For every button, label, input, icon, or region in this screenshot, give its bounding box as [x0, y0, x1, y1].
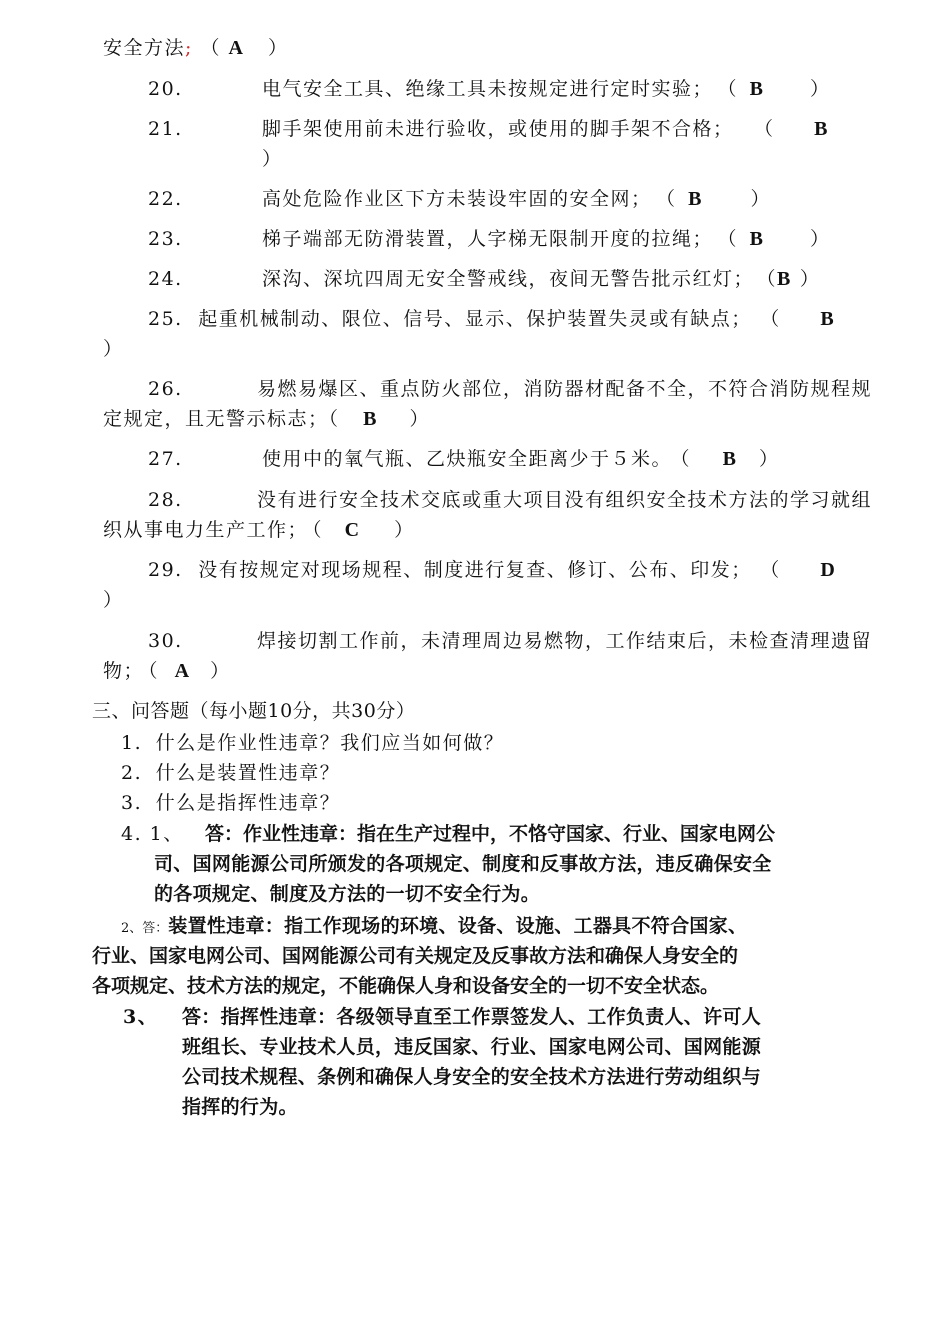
question-28-line1 — [148, 488, 872, 512]
question-num: 26. — [148, 378, 183, 400]
answer-letter: B — [820, 308, 836, 330]
paren-open: （ — [763, 118, 775, 140]
question-20-num: 20. — [148, 78, 183, 100]
continuation-semicolon: ; — [185, 37, 193, 59]
question-24-num: 24. — [148, 268, 183, 290]
question-27-num: 27. — [148, 448, 183, 470]
answer-text: 装置性违章：指工作现场的环境、设备、设施、工器具不符合国家、 — [168, 915, 748, 937]
item-num: 2. — [121, 762, 143, 784]
question-text: 定规定，且无警示标志； — [103, 408, 329, 430]
answer-3-prefix: 3、 — [123, 1006, 159, 1028]
qa-item-3 — [121, 791, 340, 815]
question-text: 深沟、深坑四周无安全警戒线，夜间无警告批示红灯； — [262, 268, 755, 290]
question-23-num: 23. — [148, 228, 183, 250]
question-num: 30. — [148, 630, 183, 652]
question-27-text — [262, 447, 779, 471]
question-text: 焊接切割工作前，未清理周边易燃物，工作结束后，未检查清理遗留 — [256, 630, 872, 652]
answer-letter: B — [777, 268, 792, 290]
question-text: 电气安全工具、绝缘工具未按规定进行定时实验； — [262, 78, 714, 100]
answer-letter: B — [749, 228, 765, 250]
continuation-line — [103, 36, 289, 60]
answer-letter: B — [814, 118, 829, 140]
item-num: 3. — [121, 792, 143, 814]
question-text: 没有进行安全技术交底或重大项目没有组织安全技术方法的学习就组 — [256, 489, 872, 511]
question-21-text — [262, 117, 829, 141]
answer-1-prefix: 4. 1、 — [121, 823, 184, 845]
paren-open: （ — [665, 188, 677, 210]
paren-open: （ — [727, 78, 739, 100]
question-25 — [148, 307, 835, 331]
answer-text: 答：作业性违章：指在生产过程中，不恪守国家、行业、国家电网公 — [205, 823, 776, 845]
paren-close: ） — [262, 148, 283, 170]
question-30-line1 — [148, 629, 872, 653]
answer-letter: B — [722, 448, 738, 470]
answer-2 — [121, 914, 747, 941]
question-30-line2 — [103, 659, 231, 683]
answer-letter: A — [174, 660, 191, 682]
question-21-num: 21. — [148, 118, 183, 140]
paren-close: ） — [103, 589, 124, 611]
answer-3-line2: 班组长、专业技术人员，违反国家、行业、国家电网公司、国网能源 — [182, 1036, 762, 1058]
question-text: 易燃易爆区、重点防火部位，消防器材配备不全，不符合消防规程规 — [256, 378, 872, 400]
paren-close: ） — [809, 228, 831, 250]
question-num: 28. — [148, 489, 183, 511]
item-text: 什么是指挥性违章？ — [155, 792, 341, 814]
answer-letter: B — [688, 188, 703, 210]
paren-open: （ — [200, 37, 221, 59]
answer-1-line2: 司、国网能源公司所颁发的各项规定、制度和反事故方法，违反确保安全 — [154, 853, 772, 875]
section-heading: 三、问答题（每小题10分，共30分） — [92, 700, 416, 722]
question-text: 梯子端部无防滑装置，人字梯无限制开度的拉绳； — [262, 228, 714, 250]
question-text: 起重机械制动、限位、信号、显示、保护装置失灵或有缺点； — [198, 308, 752, 330]
answer-1-line3: 的各项规定、制度及方法的一切不安全行为。 — [154, 883, 541, 905]
question-23-text — [262, 227, 830, 251]
qa-item-2 — [121, 761, 340, 785]
answer-letter: B — [363, 408, 378, 430]
paren-close: ） — [268, 37, 289, 59]
paren-open: （ — [769, 308, 781, 330]
paren-close: ） — [394, 519, 415, 541]
answer-2-line3: 各项规定、技术方法的规定，不能确保人身和设备安全的一切不安全状态。 — [92, 975, 720, 997]
answer-letter: A — [228, 37, 245, 59]
paren-open: （ — [148, 660, 160, 682]
question-text: 物； — [103, 660, 145, 682]
question-num: 25. — [148, 308, 183, 330]
answer-3-line3: 公司技术规程、条例和确保人身安全的安全技术方法进行劳动组织与 — [182, 1066, 762, 1088]
paren-open: （ — [766, 268, 778, 290]
answer-letter: B — [749, 78, 765, 100]
answer-prefix: 2、答： — [121, 921, 169, 936]
question-text: 没有按规定对现场规程、制度进行复查、修订、公布、印发； — [198, 559, 752, 581]
question-26-line1 — [148, 377, 872, 401]
question-text: 脚手架使用前未进行验收，或使用的脚手架不合格； — [262, 118, 734, 140]
paren-close: ） — [210, 660, 231, 682]
paren-open: （ — [769, 559, 781, 581]
item-text: 什么是装置性违章？ — [155, 762, 341, 784]
paren-close: ） — [103, 338, 124, 360]
question-text: 织从事电力生产工作； — [103, 519, 309, 541]
answer-letter: D — [820, 559, 837, 581]
question-text: 高处危险作业区下方未装设牢固的安全网； — [262, 188, 652, 210]
answer-letter: C — [344, 519, 361, 541]
item-text: 什么是作业性违章？我们应当如何做？ — [155, 732, 505, 754]
paren-close: ） — [409, 408, 430, 430]
paren-open: （ — [727, 228, 739, 250]
paren-close: ） — [750, 188, 771, 210]
paren-open: （ — [680, 448, 692, 470]
continuation-text: 安全方法 — [103, 37, 186, 59]
answer-3-line1: 答：指挥性违章：各级领导直至工作票签发人、工作负责人、许可人 — [182, 1006, 762, 1028]
question-26-line2 — [103, 407, 430, 431]
paren-open: （ — [328, 408, 340, 430]
question-29 — [148, 558, 836, 582]
question-text: 使用中的氧气瓶、乙炔瓶安全距离少于５米。 — [262, 448, 673, 470]
question-22-text — [262, 187, 771, 211]
paren-close: ） — [799, 268, 821, 290]
item-num: 1. — [121, 732, 143, 754]
question-20-text — [262, 77, 830, 101]
answer-1-line1 — [205, 822, 871, 846]
paren-open: （ — [312, 519, 324, 541]
paren-close: ） — [809, 78, 831, 100]
question-22-num: 22. — [148, 188, 183, 210]
paren-close: ） — [758, 448, 780, 470]
question-num: 29. — [148, 559, 183, 581]
question-24-text — [262, 267, 820, 291]
answer-2-line2: 行业、国家电网公司、国网能源公司有关规定及反事故方法和确保人身安全的 — [92, 945, 739, 967]
question-28-line2 — [103, 518, 415, 542]
qa-item-1 — [121, 731, 504, 755]
answer-3-line4: 指挥的行为。 — [182, 1096, 298, 1118]
